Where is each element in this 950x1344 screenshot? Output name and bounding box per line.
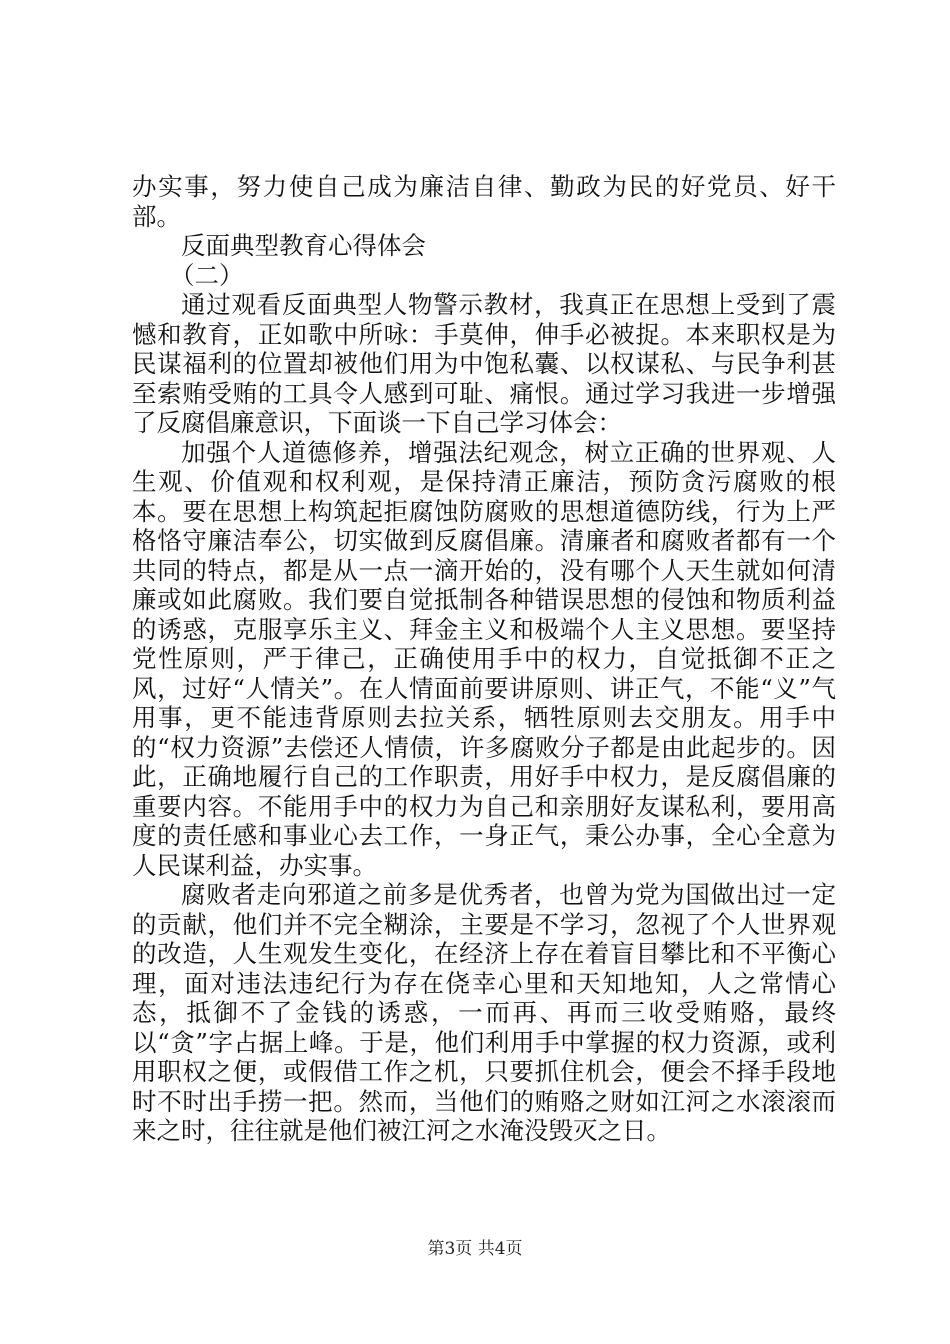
document-body xyxy=(132,172,836,1146)
body-paragraph-2: 加强个人道德修养，增强法纪观念，树立正确的世界观、人生观、价值观和权利观，是保持清正廉洁，预防贪污腐败的根本。要在思想上构筑起拒腐蚀防腐败的思想道德防线，行为上严格恪守廉洁奉公，切实做到反腐倡廉。清廉者和腐败者都有一个共同的特点，都是从一点一滴开始的，没有哪个人天生就如何清廉或如此腐败。我们要自觉抵制各种错误思想的侵蚀和物质利益的诱惑，克服享乐主义、拜金主义和极端个人主义思想。要坚持党性原则，严于律己，正确使用手中的权力，自觉抵御不正之风，过好“人情关”。在人情面前要讲原则、讲正气，不能“义”气用事，更不能违背原则去拉关系，牺牲原则去交朋友。用手中的“权力资源”去偿还人情债，许多腐败分子都是由此起步的。因此，正确地履行自己的工作职责，用好手中权力，是反腐倡廉的重要内容。不能用手中的权力为自己和亲朋好友谋私利，要用高度的责任感和事业心去工作，一身正气，秉公办事，全心全意为人民谋利益，办实事。 xyxy=(132,437,836,880)
body-paragraph-1: 通过观看反面典型人物警示教材，我真正在思想上受到了震憾和教育，正如歌中所咏：手莫伸，伸手必被捉。本来职权是为民谋福利的位置却被他们用为中饱私囊、以权谋私、与民争利甚至索贿受贿的工具令人感到可耻、痛恨。通过学习我进一步增强了反腐倡廉意识，下面谈一下自己学习体会： xyxy=(132,290,836,437)
body-paragraph-3: 腐败者走向邪道之前多是优秀者，也曾为党为国做出过一定的贡献，他们并不完全糊涂，主要是不学习，忽视了个人世界观的改造，人生观发生变化，在经济上存在着盲目攀比和不平衡心理，面对违法违纪行为存在侥幸心里和天知地知，人之常情心态，抵御不了金钱的诱惑，一而再、再而三收受贿赂，最终以“贪”字占据上峰。于是，他们利用手中掌握的权力资源，或利用职权之便，或假借工作之机，只要抓住机会，便会不择手段地时不时出手捞一把。然而，当他们的贿赂之财如江河之水滚滚而来之时，往往就是他们被江河之水淹没毁灭之日。 xyxy=(132,880,836,1145)
section-subheading: （二） xyxy=(170,260,244,290)
section-heading: 反面典型教育心得体会 xyxy=(181,231,426,260)
continuation-paragraph: 办实事，努力使自己成为廉洁自律、勤政为民的好党员、好干部。 xyxy=(132,172,836,231)
page-number-footer: 第3页 共4页 xyxy=(427,1239,523,1259)
